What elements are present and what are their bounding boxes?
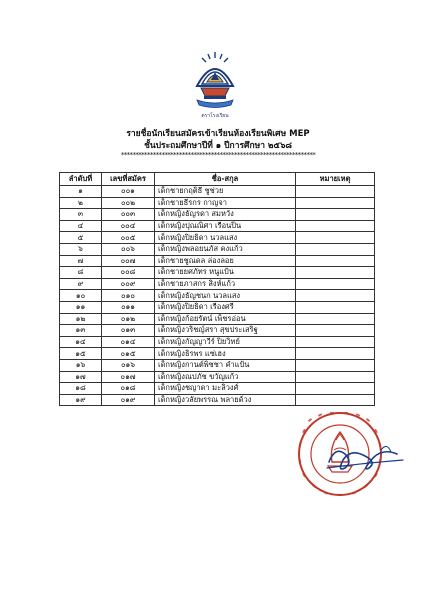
table-row [60, 232, 375, 244]
cell-name: เด็กหญิงกัญญาวีร์ ปิยวิทย์ [155, 336, 296, 348]
cell-name: เด็กชายภาสกร สิงห์แก้ว [155, 278, 296, 290]
cell-order: ๑๗ [60, 371, 102, 383]
cell-order: ๑๙ [60, 394, 102, 406]
table-row [60, 359, 375, 371]
handwritten-signature-icon [325, 440, 405, 476]
cell-note [296, 243, 375, 255]
cell-applicant-no: ๐๐๑ [102, 186, 155, 198]
cell-name: เด็กชายชูณดล ล่องลอย [155, 255, 296, 267]
cell-applicant-no: ๐๑๔ [102, 336, 155, 348]
table-row [60, 313, 375, 325]
cell-applicant-no: ๐๑๑ [102, 301, 155, 313]
table-row [60, 267, 375, 279]
cell-note [296, 336, 375, 348]
cell-note [296, 209, 375, 221]
cell-name: เด็กหญิงปิยธิดา นวลแสง [155, 232, 296, 244]
cell-name: เด็กหญิงวลัยพรรณ พลายด้วง [155, 394, 296, 406]
logo-caption: ตราโรงเรียน [201, 113, 229, 119]
cell-applicant-no: ๐๐๙ [102, 278, 155, 290]
cell-order: ๑๑ [60, 301, 102, 313]
cell-order: ๑๒ [60, 313, 102, 325]
cell-order: ๓ [60, 209, 102, 221]
table-row [60, 197, 375, 209]
applicant-table [59, 172, 375, 406]
header-note: หมายเหตุ [296, 173, 375, 186]
table-row [60, 209, 375, 221]
cell-note [296, 313, 375, 325]
cell-order: ๑๖ [60, 359, 102, 371]
school-emblem-icon [193, 50, 237, 116]
cell-applicant-no: ๐๐๒ [102, 197, 155, 209]
cell-applicant-no: ๐๑๖ [102, 359, 155, 371]
cell-applicant-no: ๐๐๗ [102, 255, 155, 267]
cell-name: เด็กหญิงพลอยนภัส คงแก้ว [155, 243, 296, 255]
cell-applicant-no: ๐๐๘ [102, 267, 155, 279]
table-row [60, 301, 375, 313]
cell-name: เด็กหญิงวริชญ์สรา สุขประเสริฐ [155, 325, 296, 337]
table-row [60, 278, 375, 290]
table-row [60, 186, 375, 198]
cell-name: เด็กหญิงชญาดา มะลิวงศ์ [155, 383, 296, 395]
table-row [60, 243, 375, 255]
cell-order: ๑ [60, 186, 102, 198]
header-applicant-no: เลขที่สมัคร [102, 173, 155, 186]
cell-note [296, 290, 375, 302]
cell-note [296, 394, 375, 406]
table-header-row [60, 173, 375, 186]
cell-applicant-no: ๐๑๕ [102, 348, 155, 360]
cell-applicant-no: ๐๑๒ [102, 313, 155, 325]
cell-note [296, 371, 375, 383]
cell-name: เด็กหญิงธิรพร แซ่เฮง [155, 348, 296, 360]
cell-order: ๑๕ [60, 348, 102, 360]
cell-note [296, 359, 375, 371]
table-row [60, 325, 375, 337]
cell-note [296, 301, 375, 313]
table-row [60, 255, 375, 267]
cell-applicant-no: ๐๑๗ [102, 371, 155, 383]
table-row [60, 336, 375, 348]
table-row [60, 220, 375, 232]
cell-note [296, 267, 375, 279]
cell-order: ๑๔ [60, 336, 102, 348]
separator-line: ******************************************************************* [120, 151, 316, 159]
cell-note [296, 197, 375, 209]
cell-note [296, 232, 375, 244]
table-row [60, 394, 375, 406]
header-name: ชื่อ-สกุล [155, 173, 296, 186]
cell-name: เด็กชายยศภัทร หนูแป้น [155, 267, 296, 279]
cell-applicant-no: ๐๐๕ [102, 232, 155, 244]
cell-order: ๘ [60, 267, 102, 279]
cell-name: เด็กหญิงปุณณิศา เรือนปิ่น [155, 220, 296, 232]
cell-order: ๑๐ [60, 290, 102, 302]
cell-applicant-no: ๐๐๓ [102, 209, 155, 221]
document-title: รายชื่อนักเรียนสมัครเข้าเรียนห้องเรียนพิเศษ MEP [126, 129, 310, 139]
cell-note [296, 383, 375, 395]
cell-name: เด็กหญิงธัญรดา สมหวัง [155, 209, 296, 221]
cell-applicant-no: ๐๑๙ [102, 394, 155, 406]
cell-order: ๕ [60, 232, 102, 244]
cell-applicant-no: ๐๐๔ [102, 220, 155, 232]
document-subtitle: ชั้นประถมศึกษาปีที่ ๑ ปีการศึกษา ๒๕๖๘ [144, 141, 292, 151]
table-row [60, 290, 375, 302]
cell-order: ๒ [60, 197, 102, 209]
cell-applicant-no: ๐๐๖ [102, 243, 155, 255]
cell-name: เด็กหญิงกานต์พิชชา คำแป้น [155, 359, 296, 371]
cell-name: เด็กชายกฤติธี ชูช่วย [155, 186, 296, 198]
table-row [60, 348, 375, 360]
cell-note [296, 220, 375, 232]
cell-order: ๙ [60, 278, 102, 290]
cell-name: เด็กหญิงธัญชนก นวลแสง [155, 290, 296, 302]
cell-note [296, 348, 375, 360]
table-row [60, 383, 375, 395]
table-row [60, 371, 375, 383]
cell-name: เด็กหญิงก้อยรัตน์ เพ็ชรอ่อน [155, 313, 296, 325]
cell-order: ๑๓ [60, 325, 102, 337]
cell-name: เด็กหญิงณปภัช ขวัญแก้ว [155, 371, 296, 383]
cell-note [296, 278, 375, 290]
cell-note [296, 186, 375, 198]
cell-applicant-no: ๐๑๘ [102, 383, 155, 395]
header-order: ลำดับที่ [60, 173, 102, 186]
cell-order: ๖ [60, 243, 102, 255]
cell-applicant-no: ๐๑๓ [102, 325, 155, 337]
cell-applicant-no: ๐๑๐ [102, 290, 155, 302]
table-body [60, 186, 375, 406]
cell-note [296, 255, 375, 267]
cell-order: ๔ [60, 220, 102, 232]
cell-note [296, 325, 375, 337]
cell-order: ๑๘ [60, 383, 102, 395]
cell-name: เด็กหญิงปิยธิดา เรืองศรี [155, 301, 296, 313]
cell-name: เด็กชายธีรกร กาญจา [155, 197, 296, 209]
cell-order: ๗ [60, 255, 102, 267]
